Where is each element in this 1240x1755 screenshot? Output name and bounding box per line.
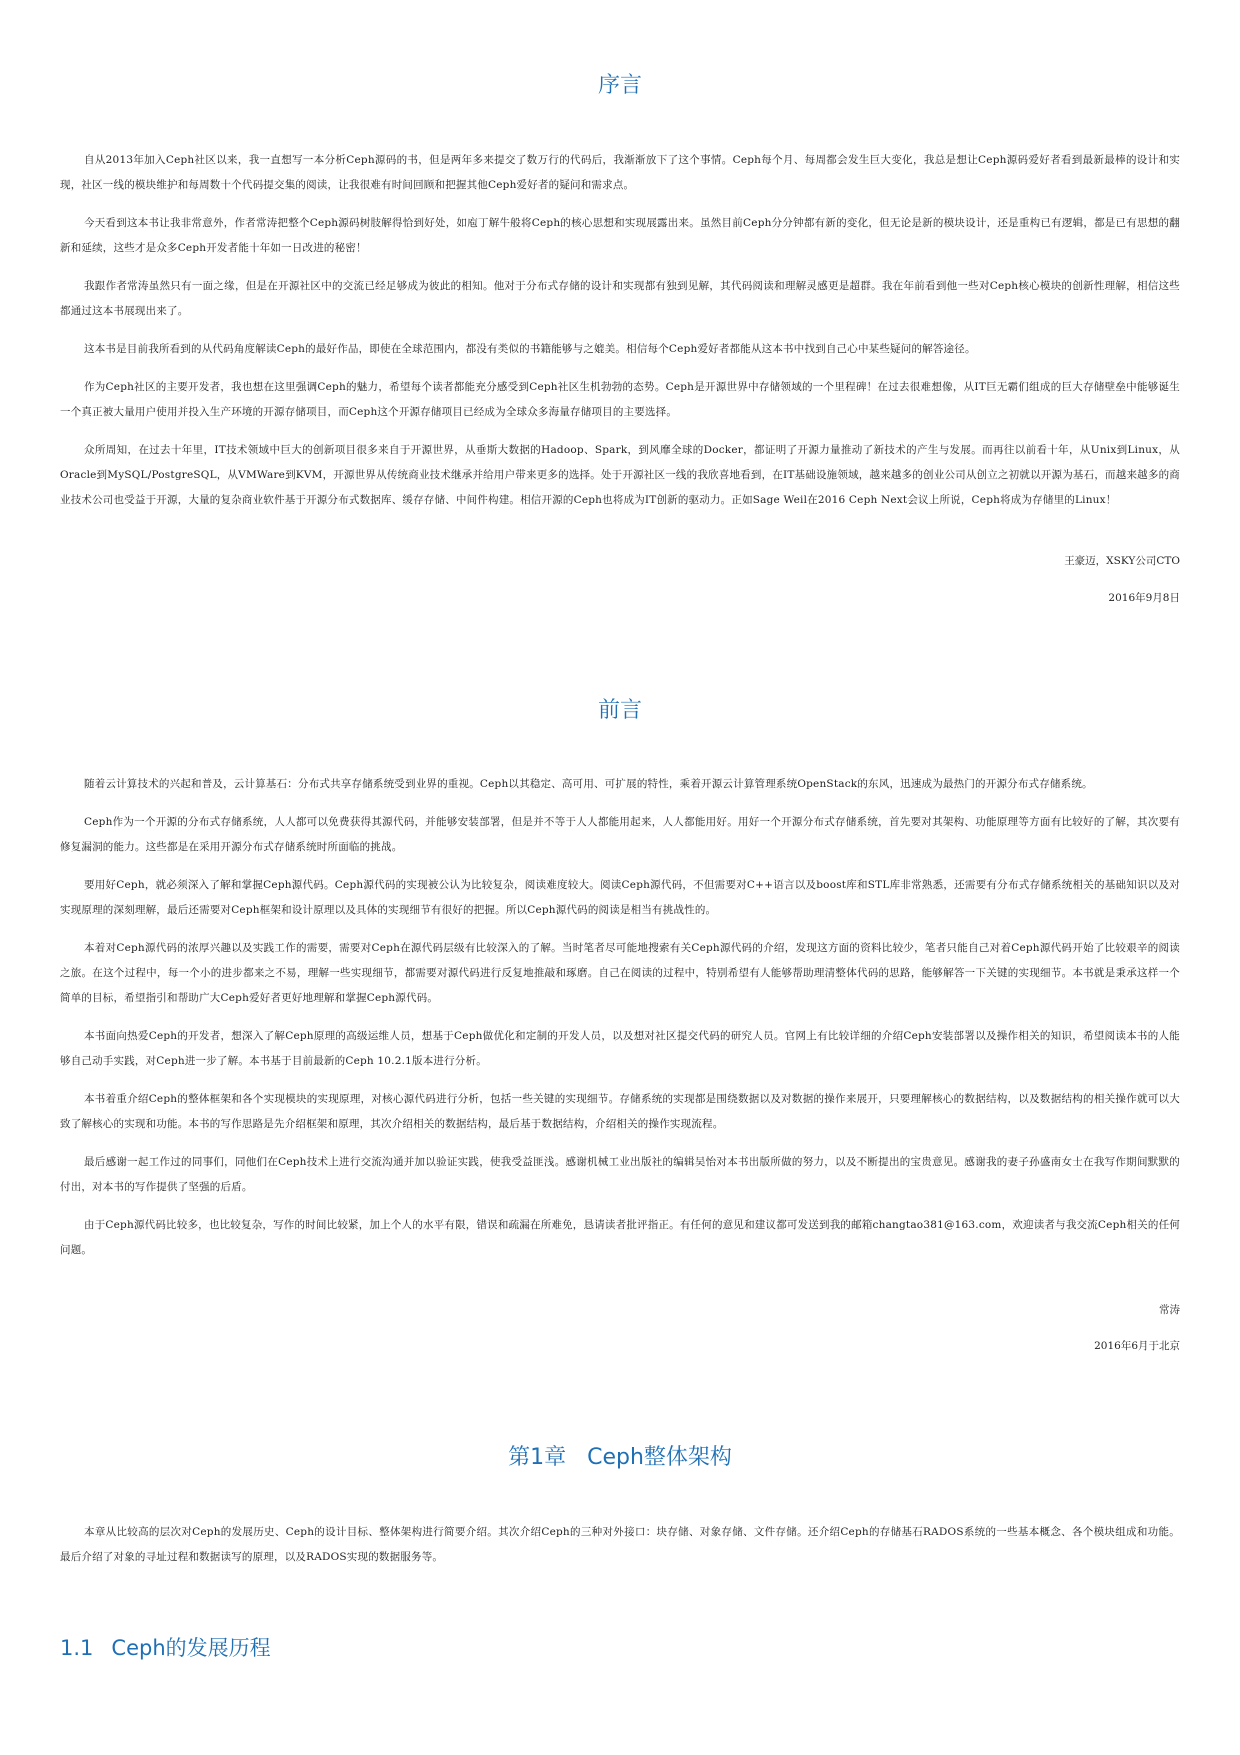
preface-title: 序言	[597, 73, 642, 98]
chapter-name: Ceph整体架构	[587, 1445, 732, 1470]
preface-paragraph: 今天看到这本书让我非常意外，作者常涛把整个Ceph源码树肢解得恰到好处，如庖丁解牛般将Ceph的核心思想和实现展露出来。虽然目前Ceph分分钟都有新的变化，但无论是新的模块设计，还是重构已有逻辑，都是已有思想的翻新和延续，这些才是众多Ceph开发者能十年如一日改进的秘密！	[60, 217, 1180, 254]
preface-paragraph: 这本书是目前我所看到的从代码角度解读Ceph的最好作品，即使在全球范围内，都没有类似的书籍能够与之媲美。相信每个Ceph爱好者都能从这本书中找到自己心中某些疑问的解答途径。	[84, 343, 976, 355]
foreword-paragraph: Ceph作为一个开源的分布式存储系统，人人都可以免费获得其源代码，并能够安装部署，但是并不等于人人都能用起来，人人都能用好。用好一个开源分布式存储系统，首先要对其架构、功能原理等方面有比较好的了解，其次要有修复漏洞的能力。这些都是在采用开源分布式存储系统时所面临的挑战。	[60, 816, 1180, 853]
preface-signature: 王豪迈，XSKY公司CTO	[1064, 555, 1180, 567]
chapter-number: 第1章	[508, 1445, 567, 1470]
preface-paragraph: 作为Ceph社区的主要开发者，我也想在这里强调Ceph的魅力，希望每个读者都能充分感受到Ceph社区生机勃勃的态势。Ceph是开源世界中存储领域的一个里程碑！在过去很难想像，从IT巨无霸们组成的巨大存储壁垒中能够诞生一个真正被大量用户使用并投入生产环境的开源存储项目，而Ceph这个开源存储项目已经成为全球众多海量存储项目的主要选择。	[60, 381, 1180, 418]
foreword-signature: 常涛	[1159, 1304, 1180, 1316]
foreword-paragraph: 要用好Ceph，就必须深入了解和掌握Ceph源代码。Ceph源代码的实现被公认为比较复杂，阅读难度较大。阅读Ceph源代码，不但需要对C++语言以及boost库和STL库非常熟悉，还需要有分布式存储系统相关的基础知识以及对实现原理的深刻理解，最后还需要对Ceph框架和设计原理以及具体的实现细节有很好的把握。所以Ceph源代码的阅读是相当有挑战性的。	[60, 879, 1180, 916]
preface-paragraph: 自从2013年加入Ceph社区以来，我一直想写一本分析Ceph源码的书，但是两年多来提交了数万行的代码后，我渐渐放下了这个事情。Ceph每个月、每周都会发生巨大变化，我总是想让Ceph源码爱好者看到最新最棒的设计和实现，社区一线的模块维护和每周数十个代码提交集的阅读，让我很难有时间回顾和把握其他Ceph爱好者的疑问和需求点。	[60, 154, 1180, 191]
preface-paragraph: 我跟作者常涛虽然只有一面之缘，但是在开源社区中的交流已经足够成为彼此的相知。他对于分布式存储的设计和实现都有独到见解，其代码阅读和理解灵感更是超群。我在年前看到他一些对Ceph核心模块的创新性理解，相信这些都通过这本书展现出来了。	[60, 280, 1180, 317]
section-name: Ceph的发展历程	[111, 1636, 271, 1660]
chapter-paragraph: 本章从比较高的层次对Ceph的发展历史、Ceph的设计目标、整体架构进行简要介绍。其次介绍Ceph的三种对外接口：块存储、对象存储、文件存储。还介绍Ceph的存储基石RADOS系统的一些基本概念、各个模块组成和功能。最后介绍了对象的寻址过程和数据读写的原理，以及RADOS实现的数据服务等。	[60, 1526, 1180, 1563]
foreword-paragraph: 本书着重介绍Ceph的整体框架和各个实现模块的实现原理，对核心源代码进行分析，包括一些关键的实现细节。存储系统的实现都是围绕数据以及对数据的操作来展开，只要理解核心的数据结构，以及数据结构的相关操作就可以大致了解核心的实现和功能。本书的写作思路是先介绍框架和原理，其次介绍相关的数据结构，最后基于数据结构，介绍相关的操作实现流程。	[60, 1093, 1180, 1130]
foreword-date: 2016年6月于北京	[1094, 1340, 1180, 1352]
foreword-title: 前言	[597, 698, 642, 723]
section-heading	[60, 1632, 271, 1662]
foreword-paragraph: 本着对Ceph源代码的浓厚兴趣以及实践工作的需要，需要对Ceph在源代码层级有比较深入的了解。当时笔者尽可能地搜索有关Ceph源代码的介绍，发现这方面的资料比较少，笔者只能自己对着Ceph源代码开始了比较艰辛的阅读之旅。在这个过程中，每一个小的进步都来之不易，理解一些实现细节，都需要对源代码进行反复地推敲和琢磨。自己在阅读的过程中，特别希望有人能够帮助理清整体代码的思路，能够解答一下关键的实现细节。本书就是秉承这样一个简单的目标，希望指引和帮助广大Ceph爱好者更好地理解和掌握Ceph源代码。	[60, 942, 1180, 1004]
section-number: 1.1	[60, 1636, 94, 1660]
chapter-title	[0, 1440, 1240, 1471]
foreword-paragraph: 最后感谢一起工作过的同事们，同他们在Ceph技术上进行交流沟通并加以验证实践，使我受益匪浅。感谢机械工业出版社的编辑吴怡对本书出版所做的努力，以及不断提出的宝贵意见。感谢我的妻子孙盛南女士在我写作期间默默的付出，对本书的写作提供了坚强的后盾。	[60, 1156, 1180, 1193]
chapter-intro	[60, 1520, 1180, 1583]
preface-paragraph: 众所周知，在过去十年里，IT技术领域中巨大的创新项目很多来自于开源世界，从垂斯大数据的Hadoop、Spark，到风靡全球的Docker，都证明了开源力量推动了新技术的产生与发展。而再往以前看十年，从Unix到Linux，从Oracle到MySQL/PostgreSQL，从VMWare到KVM，开源世界从传统商业技术继承并给用户带来更多的选择。处于开源社区一线的我欣喜地看到，在IT基础设施领域，越来越多的创业公司从创立之初就以开源为基石，而越来越多的商业技术公司也受益于开源，大量的复杂商业软件基于开源分布式数据库、缓存存储、中间件构建。相信开源的Ceph也将成为IT创新的驱动力。正如Sage Weil在2016 Ceph Next会议上所说，Ceph将成为存储里的Linux！	[60, 444, 1180, 506]
foreword-body	[60, 772, 1180, 1276]
preface-body	[60, 148, 1180, 526]
foreword-paragraph: 随着云计算技术的兴起和普及，云计算基石：分布式共享存储系统受到业界的重视。Ceph以其稳定、高可用、可扩展的特性，乘着开源云计算管理系统OpenStack的东风，迅速成为最热门的开源分布式存储系统。	[84, 778, 1093, 790]
foreword-paragraph: 由于Ceph源代码比较多，也比较复杂，写作的时间比较紧，加上个人的水平有限，错误和疏漏在所难免，恳请读者批评指正。有任何的意见和建议都可发送到我的邮箱changtao381@163.com，欢迎读者与我交流Ceph相关的任何问题。	[60, 1219, 1180, 1256]
preface-date: 2016年9月8日	[1108, 592, 1180, 604]
foreword-paragraph: 本书面向热爱Ceph的开发者，想深入了解Ceph原理的高级运维人员，想基于Ceph做优化和定制的开发人员，以及想对社区提交代码的研究人员。官网上有比较详细的介绍Ceph安装部署以及操作相关的知识，希望阅读本书的人能够自己动手实践，对Ceph进一步了解。本书基于目前最新的Ceph 10.2.1版本进行分析。	[60, 1030, 1180, 1067]
